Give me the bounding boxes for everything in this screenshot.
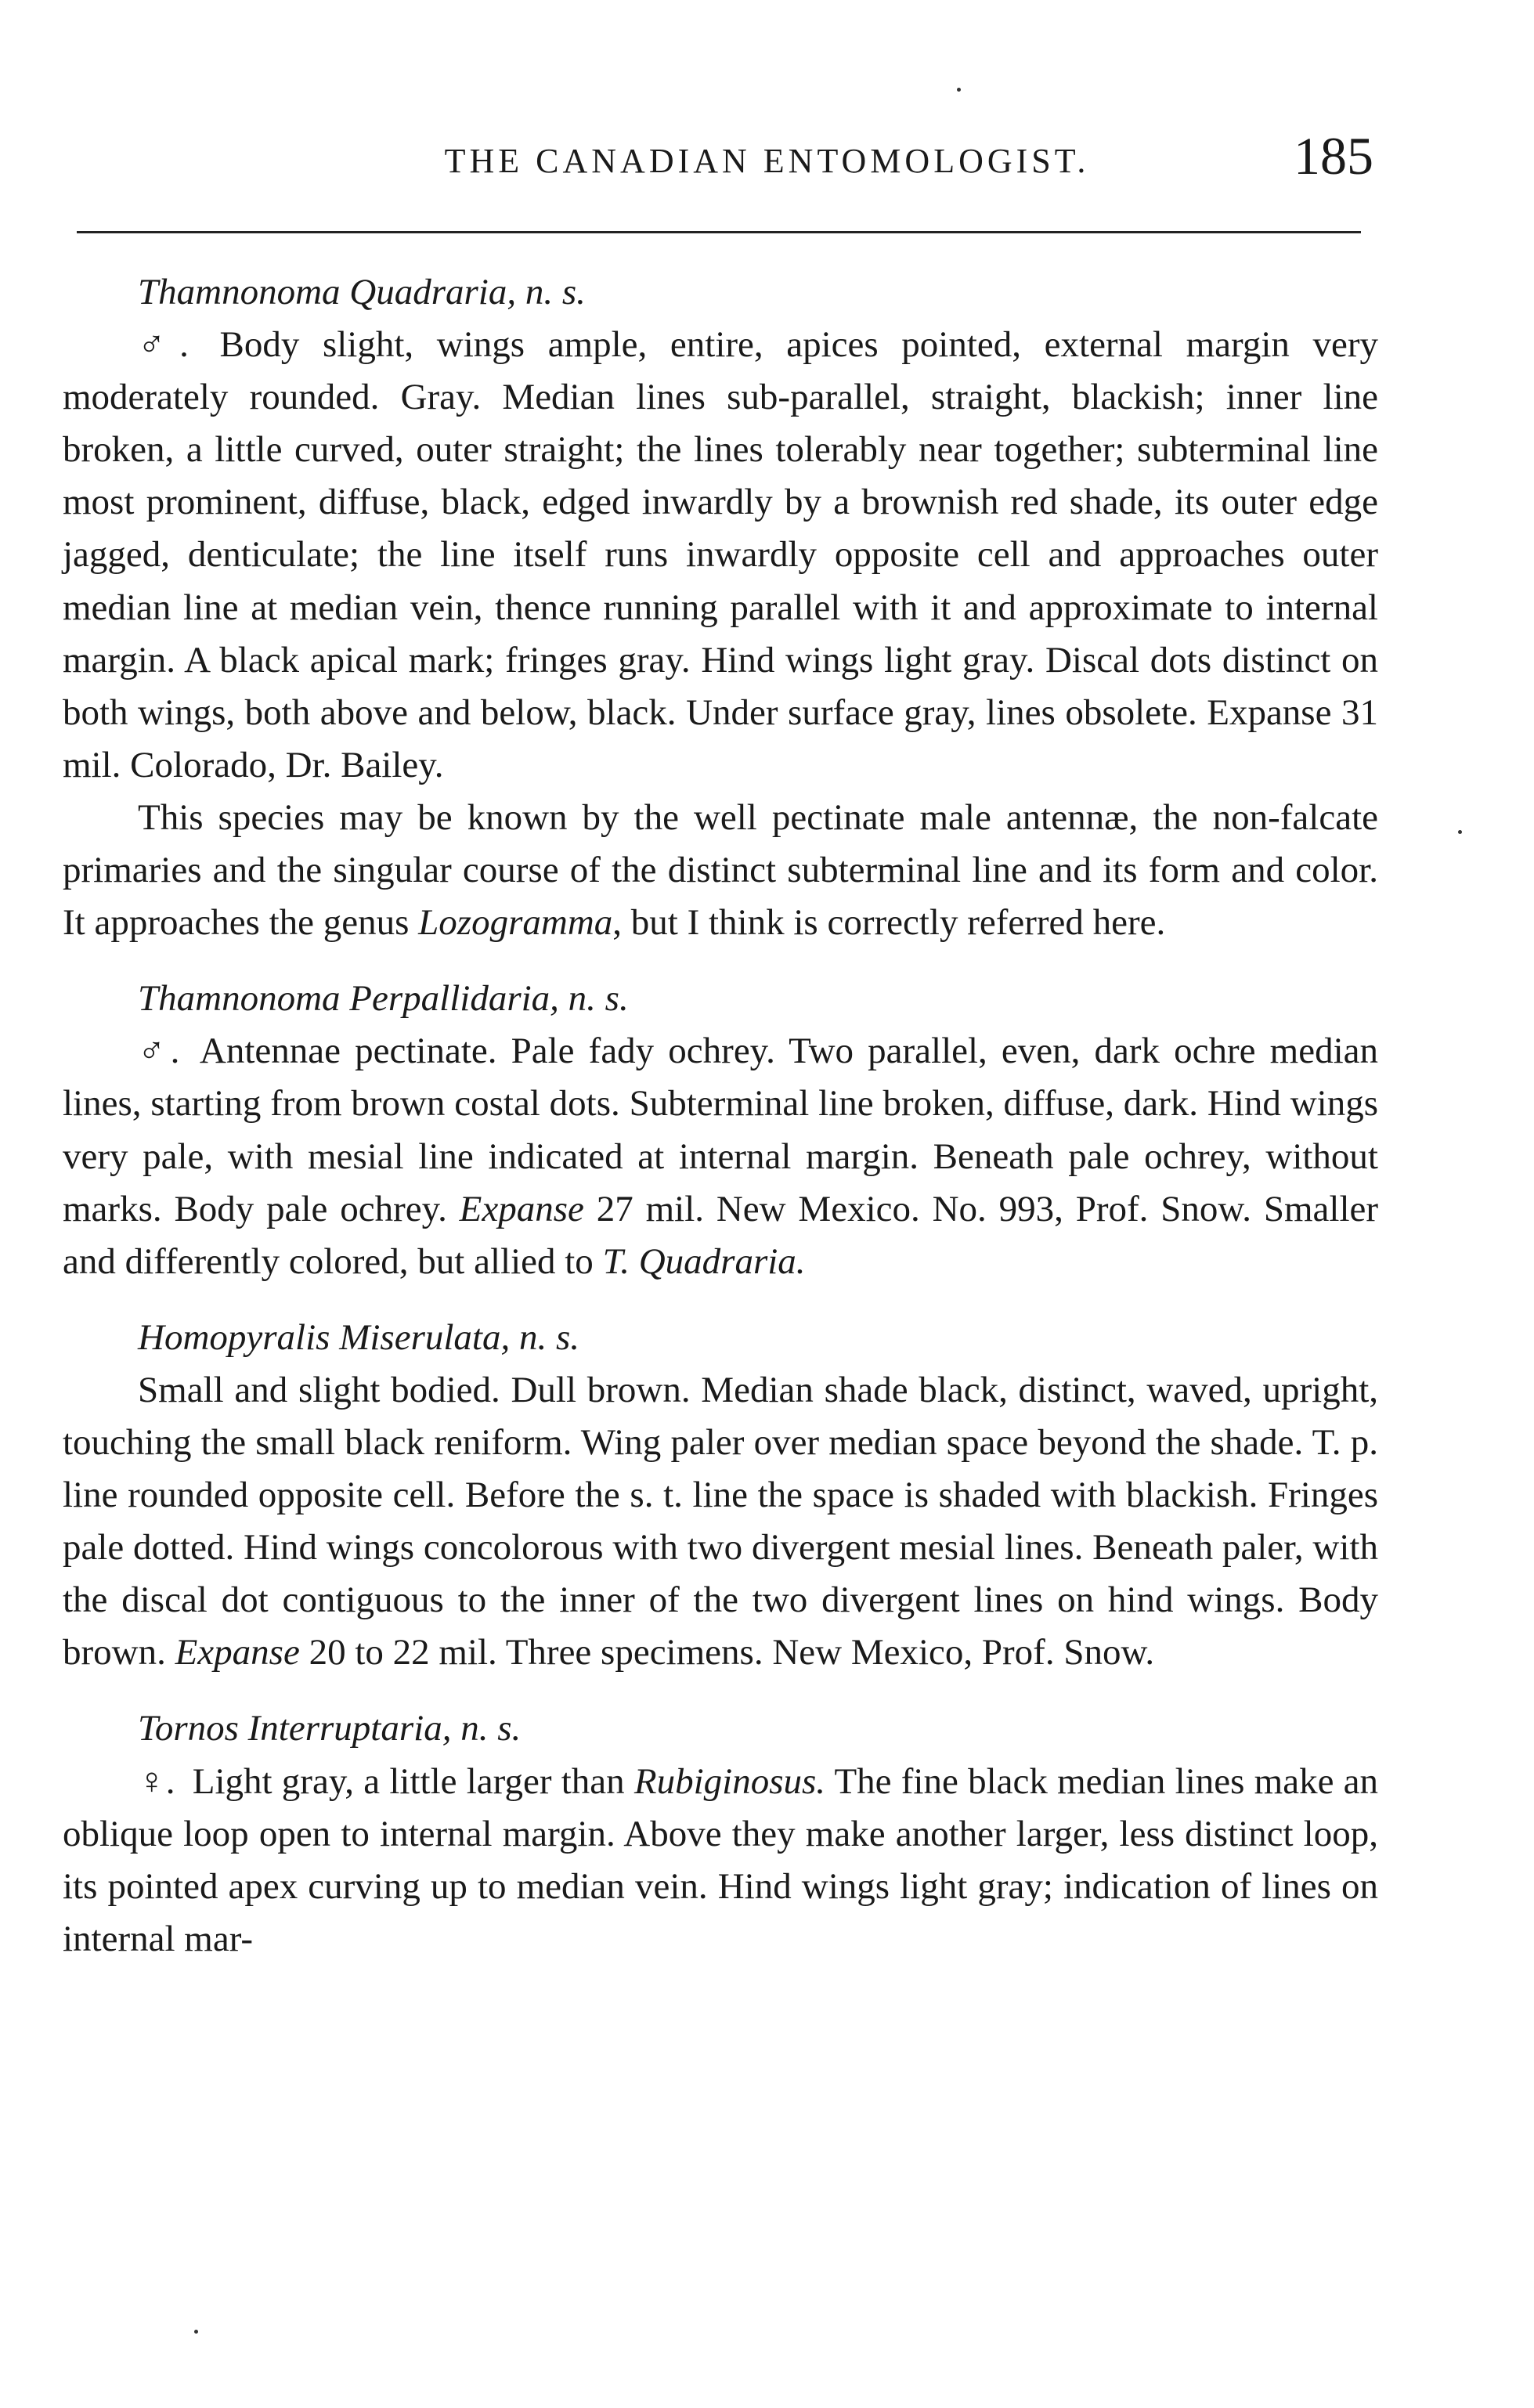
species-description bbox=[63, 1364, 1378, 1680]
female-symbol: ♀. bbox=[138, 1760, 175, 1802]
species-name: Miserulata bbox=[339, 1316, 501, 1358]
note-text-end: , but I think is correctly referred here. bbox=[612, 902, 1166, 944]
species-name: Interruptaria bbox=[247, 1708, 442, 1749]
species-description bbox=[63, 1756, 1378, 1966]
description-text: Light gray, a little larger than bbox=[192, 1760, 625, 1802]
species-heading: Thamnonoma Perpallidaria, n. s. bbox=[138, 978, 629, 1020]
genus-name: Tornos bbox=[138, 1708, 239, 1749]
header-rule bbox=[77, 231, 1361, 233]
species-heading: Tornos Interruptaria, n. s. bbox=[138, 1708, 522, 1749]
new-species-mark: n. s. bbox=[460, 1708, 522, 1749]
speck-mark bbox=[194, 2330, 198, 2334]
genus-name: Thamnonoma bbox=[138, 272, 341, 312]
male-symbol: ♂. bbox=[138, 1031, 180, 1072]
species-description bbox=[63, 319, 1378, 792]
genus-name: Homopyralis bbox=[138, 1316, 330, 1358]
new-species-mark: n. s. bbox=[568, 978, 629, 1020]
new-species-mark: n. s. bbox=[518, 1316, 580, 1358]
compared-species-name: Rubiginosus. bbox=[633, 1760, 826, 1802]
species-note bbox=[63, 792, 1378, 949]
running-head bbox=[0, 125, 1534, 196]
species-description bbox=[63, 1025, 1378, 1287]
allied-species-name: T. Quadraria. bbox=[602, 1240, 806, 1282]
species-name: Quadraria bbox=[349, 272, 507, 312]
species-heading: Homopyralis Miserulata, n. s. bbox=[138, 1316, 580, 1358]
speck-mark bbox=[1458, 830, 1462, 834]
note-text: This species may be known by the well pectinate male antennæ, the non-falcate primaries and the singular course of the distinct subterminal line and its form and color. It approaches the genus bbox=[63, 796, 1378, 944]
description-text: Small and slight bodied. Dull brown. Median shade black, distinct, waved, upright, touching the small black reniform. Wing paler over median space beyond the shade. T. p. line rounded opposite cell. Before the s. t. line the space is shaded with blackish. Fringes pale dotted. Hind wings concolorous with two divergent mesial lines. Beneath paler, with the discal dot contiguous to the inner of the two divergent lines on hind wings. Body brown. bbox=[63, 1369, 1378, 1673]
species-name: Perpallidaria bbox=[349, 978, 550, 1020]
description-tail: 27 mil. New Mexico. No. 993, Prof. Snow. Smaller and differently colored, but allied to bbox=[63, 1188, 1379, 1282]
genus-name: Thamnonoma bbox=[138, 978, 341, 1020]
expanse-label: Expanse bbox=[459, 1188, 584, 1229]
page-number: 185 bbox=[1294, 126, 1373, 186]
description-text-end: The fine black median lines make an oblique loop open to internal margin. Above they make another larger, less distinct loop, its pointed apex curving up to median vein. Hind wings light gray; indication of lines on internal mar- bbox=[63, 1760, 1379, 1959]
speck-mark bbox=[957, 88, 961, 92]
journal-title: THE CANADIAN ENTOMOLOGIST. bbox=[444, 142, 1090, 180]
description-text: Body slight, wings ample, entire, apices pointed, external margin very moderately rounded. Gray. Median lines sub-parallel, straight, blackish; inner line broken, a little curved, outer straight; the lines tolerably near together; subterminal line most prominent, diffuse, black, edged inwardly by a brownish red shade, its outer edge jagged, denticulate; the line itself runs inwardly opposite cell and approaches outer median line at median vein, thence running parallel with it and approximate to internal margin. A black apical mark; fringes gray. Hind wings light gray. Discal dots distinct on both wings, both above and below, black. Under surface gray, lines obsolete. Expanse 31 mil. Colorado, Dr. Bailey. bbox=[63, 324, 1379, 785]
description-text: Antennae pectinate. Pale fady ochrey. Two parallel, even, dark ochre median lines, starting from brown costal dots. Subterminal line broken, diffuse, dark. Hind wings very pale, with mesial line indicated at internal margin. Beneath pale ochrey, without marks. Body pale ochrey. bbox=[63, 1031, 1378, 1229]
species-heading: Thamnonoma Quadraria, n. s. bbox=[138, 272, 586, 312]
new-species-mark: n. s. bbox=[525, 272, 586, 312]
genus-reference: Lozogramma bbox=[418, 902, 613, 944]
article-body bbox=[63, 266, 1378, 1966]
description-tail: 20 to 22 mil. Three specimens. New Mexico, Prof. Snow. bbox=[309, 1632, 1155, 1673]
expanse-label: Expanse bbox=[175, 1632, 300, 1673]
male-symbol: ♂. bbox=[138, 324, 189, 366]
